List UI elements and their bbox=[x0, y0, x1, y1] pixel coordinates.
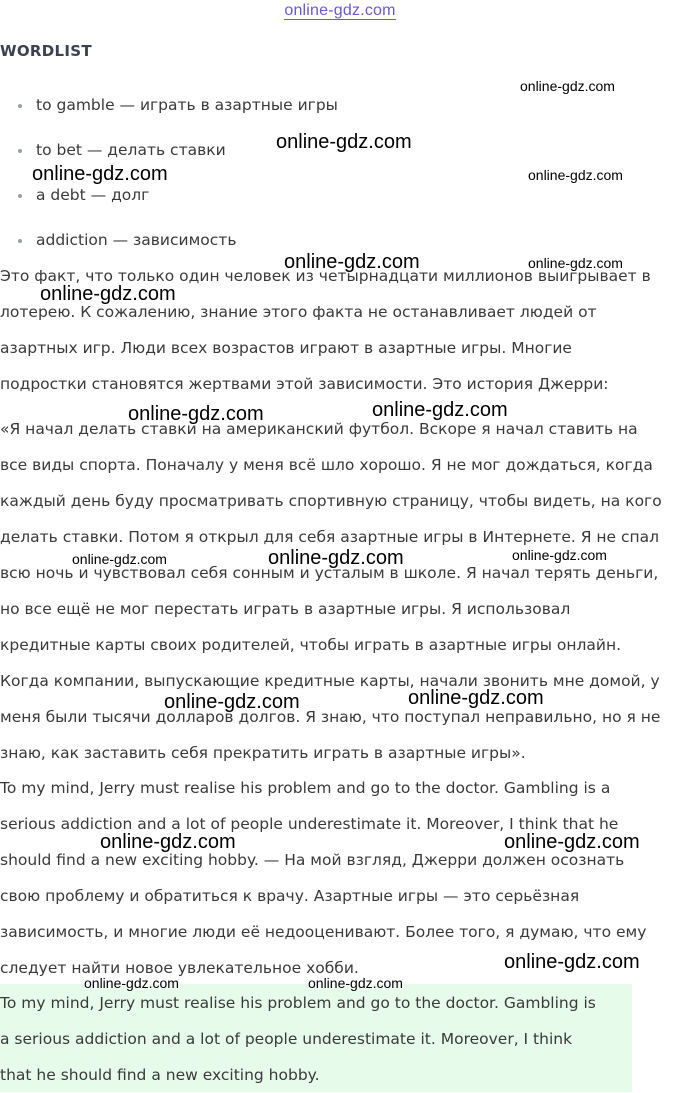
watermark: online-gdz.com bbox=[528, 167, 623, 183]
watermark: online-gdz.com bbox=[520, 78, 615, 94]
text-line: should find a new exciting hobby. — На мой взгляд, Джерри должен осознать bbox=[0, 851, 625, 869]
watermark: online-gdz.com bbox=[128, 403, 264, 425]
watermark: online-gdz.com bbox=[84, 975, 179, 991]
text-line: следует найти новое увлекательное хобби. bbox=[0, 959, 359, 977]
watermark: online-gdz.com bbox=[504, 831, 640, 853]
watermark: online-gdz.com bbox=[512, 547, 607, 563]
site-link[interactable]: online-gdz.com bbox=[284, 2, 396, 19]
text-line: свою проблему и обратиться к врачу. Азартные игры — это серьёзная bbox=[0, 887, 580, 905]
watermark: online-gdz.com bbox=[72, 551, 167, 567]
watermark: online-gdz.com bbox=[268, 547, 404, 569]
wordlist-item: a debt — долг bbox=[0, 180, 338, 225]
text-line: зависимость, и многие люди её недооценивают. Более того, я думаю, что ему bbox=[0, 923, 647, 941]
text-line: Когда компании, выпускающие кредитные карты, начали звонить мне домой, у bbox=[0, 672, 660, 690]
text-line: каждый день буду просматривать спортивную страницу, чтобы видеть, на кого bbox=[0, 492, 662, 510]
watermark: online-gdz.com bbox=[32, 163, 168, 185]
watermark: online-gdz.com bbox=[408, 687, 544, 709]
watermark: online-gdz.com bbox=[164, 691, 300, 713]
wordlist-item: to bet — делать ставки bbox=[0, 135, 338, 180]
text-line: подростки становятся жертвами этой зависимости. Это история Джерри: bbox=[0, 375, 609, 393]
text-line: serious addiction and a lot of people underestimate it. Moreover, I think that he bbox=[0, 815, 619, 833]
watermark: online-gdz.com bbox=[528, 255, 623, 271]
text-line: Это факт, что только один человек из четырнадцати миллионов выигрывает в bbox=[0, 267, 651, 285]
watermark: online-gdz.com bbox=[504, 951, 640, 973]
text-line: знаю, как заставить себя прекратить играть в азартные игры». bbox=[0, 744, 526, 762]
text-line: кредитные карты своих родителей, чтобы играть в азартные игры онлайн. bbox=[0, 636, 622, 654]
text-line: азартных игр. Люди всех возрастов играют в азартные игры. Многие bbox=[0, 339, 572, 357]
text-line: все виды спорта. Поначалу у меня всё шло хорошо. Я не мог дождаться, когда bbox=[0, 456, 653, 474]
answer-line: a serious addiction and a lot of people underestimate it. Moreover, I think bbox=[0, 1030, 573, 1048]
wordlist-item: to gamble — играть в азартные игры bbox=[0, 90, 338, 135]
text-line: To my mind, Jerry must realise his problem and go to the doctor. Gambling is a bbox=[0, 779, 611, 797]
watermark: online-gdz.com bbox=[308, 975, 403, 991]
text-line: всю ночь и чувствовал себя сонным и усталым в школе. Я начал терять деньги, bbox=[0, 564, 659, 582]
text-line: но все ещё не мог перестать играть в азартные игры. Я использовал bbox=[0, 600, 571, 618]
answer-box bbox=[0, 984, 632, 1092]
text-line: лотерею. К сожалению, знание этого факта не останавливает людей от bbox=[0, 303, 597, 321]
answer-line: To my mind, Jerry must realise his problem and go to the doctor. Gambling is bbox=[0, 994, 596, 1012]
text-line: меня были тысячи долларов долгов. Я знаю, что поступал неправильно, но я не bbox=[0, 708, 661, 726]
watermark: online-gdz.com bbox=[372, 399, 508, 421]
watermark: online-gdz.com bbox=[284, 251, 420, 273]
text-line: «Я начал делать ставки на американский футбол. Вскоре я начал ставить на bbox=[0, 420, 638, 438]
wordlist-item: addiction — зависимость bbox=[0, 225, 338, 270]
wordlist-heading: WORDLIST bbox=[0, 42, 92, 60]
watermark: online-gdz.com bbox=[276, 131, 412, 153]
text-line: делать ставки. Потом я открыл для себя азартные игры в Интернете. Я не спал bbox=[0, 528, 660, 546]
watermark: online-gdz.com bbox=[100, 831, 236, 853]
watermark: online-gdz.com bbox=[40, 283, 176, 305]
answer-line: that he should find a new exciting hobby. bbox=[0, 1066, 320, 1084]
